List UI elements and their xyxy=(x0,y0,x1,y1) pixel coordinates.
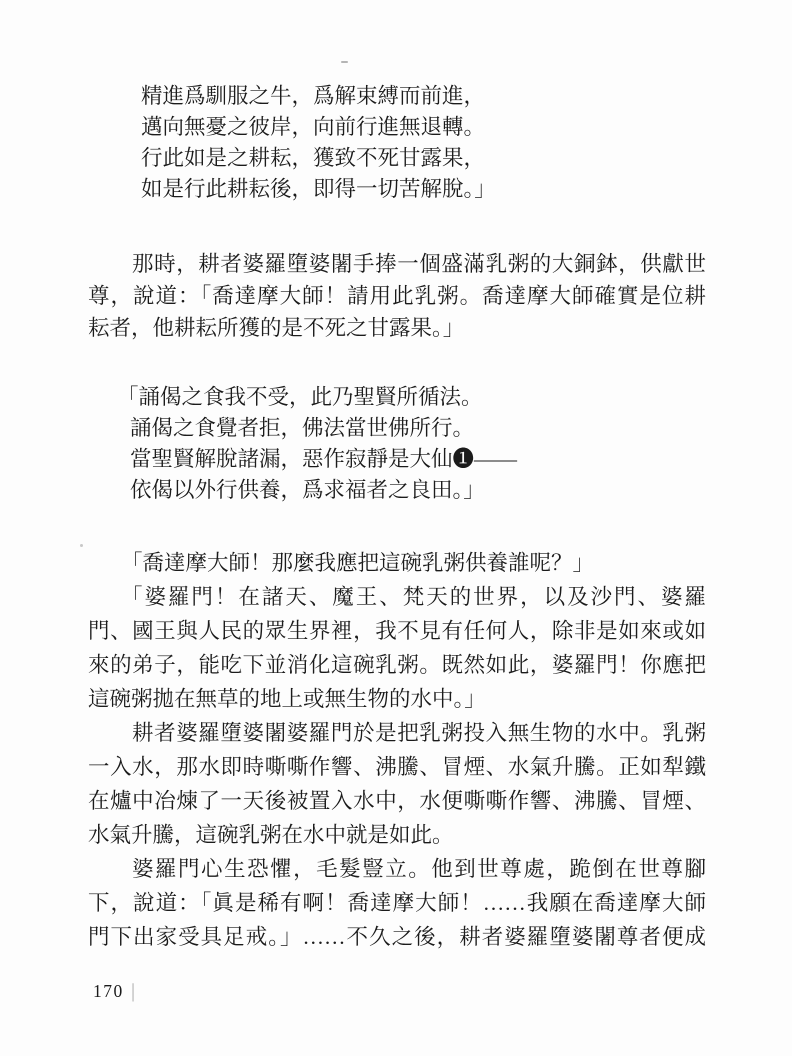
text-line: 一入水，那水即時嘶嘶作響、沸騰、冒煙、水氣升騰。正如犁鐵 xyxy=(88,755,706,779)
verse-line: 誦偈之食覺者拒，佛法當世佛所行。 xyxy=(130,416,475,440)
text-line: 尊，說道：「喬達摩大師！請用此乳粥。喬達摩大師確實是位耕 xyxy=(88,284,706,308)
verse-line: 「誦偈之食我不受，此乃聖賢所循法。 xyxy=(117,385,483,409)
text-line: 在爐中冶煉了一天後被置入水中，水便嘶嘶作響、沸騰、冒煙、 xyxy=(88,789,706,813)
verse-line: 依偈以外行供養，爲求福者之良田。」 xyxy=(130,478,485,502)
text-line: 來的弟子，能吃下並消化這碗乳粥。既然如此，婆羅門！你應把 xyxy=(88,653,706,677)
text-line: 「喬達摩大師！那麼我應把這碗乳粥供養誰呢？」 xyxy=(121,551,595,575)
text-line: 門、國王與人民的眾生界裡，我不見有任何人，除非是如來或如 xyxy=(88,619,706,643)
page-number: 170 xyxy=(93,981,124,1001)
verse-line: 精進爲馴服之牛，爲解束縛而前進， xyxy=(141,84,486,108)
footer-separator-bar: | xyxy=(131,980,135,1002)
text-line: 水氣升騰，這碗乳粥在水中就是如此。 xyxy=(88,823,454,847)
text-line: 婆羅門心生恐懼，毛髮豎立。他到世尊處，跪倒在世尊腳 xyxy=(132,857,706,881)
text-line: 下，說道：「眞是稀有啊！喬達摩大師！……我願在喬達摩大師 xyxy=(88,891,706,915)
paragraph-milk-rice-offering xyxy=(88,248,706,344)
verse-block-refusal xyxy=(88,382,706,506)
text-line: 耕者婆羅墮婆闍婆羅門於是把乳粥投入無生物的水中。乳粥 xyxy=(132,721,706,745)
verse-line-with-footnote-marker: 當聖賢解脫諸漏，惡作寂靜是大仙❶—— xyxy=(130,447,518,471)
verse-line: 邁向無憂之彼岸，向前行進無退轉。 xyxy=(141,115,486,139)
text-line: 這碗粥拋在無草的地上或無生物的水中。」 xyxy=(88,687,486,711)
text-line: 耘者，他耕耘所獲的是不死之甘露果。」 xyxy=(88,316,465,340)
verse-line: 行此如是之耕耘，獲致不死甘露果， xyxy=(141,146,486,170)
page-footer xyxy=(93,980,135,1003)
text-column xyxy=(88,0,706,954)
text-line: 「婆羅門！在諸天、魔王、梵天的世界，以及沙門、婆羅 xyxy=(121,585,706,609)
verse-block-plowing xyxy=(88,81,706,205)
verse-line: 如是行此耕耘後，即得一切苦解脫。」 xyxy=(141,177,496,201)
scan-artifact-dot xyxy=(80,544,83,547)
paragraph-dialogue-and-conversion xyxy=(88,546,706,954)
text-line: 門下出家受具足戒。」……不久之後，耕者婆羅墮婆闍尊者便成 xyxy=(88,925,706,949)
text-line: 那時，耕者婆羅墮婆闍手捧一個盛滿乳粥的大銅鉢，供獻世 xyxy=(132,252,706,276)
